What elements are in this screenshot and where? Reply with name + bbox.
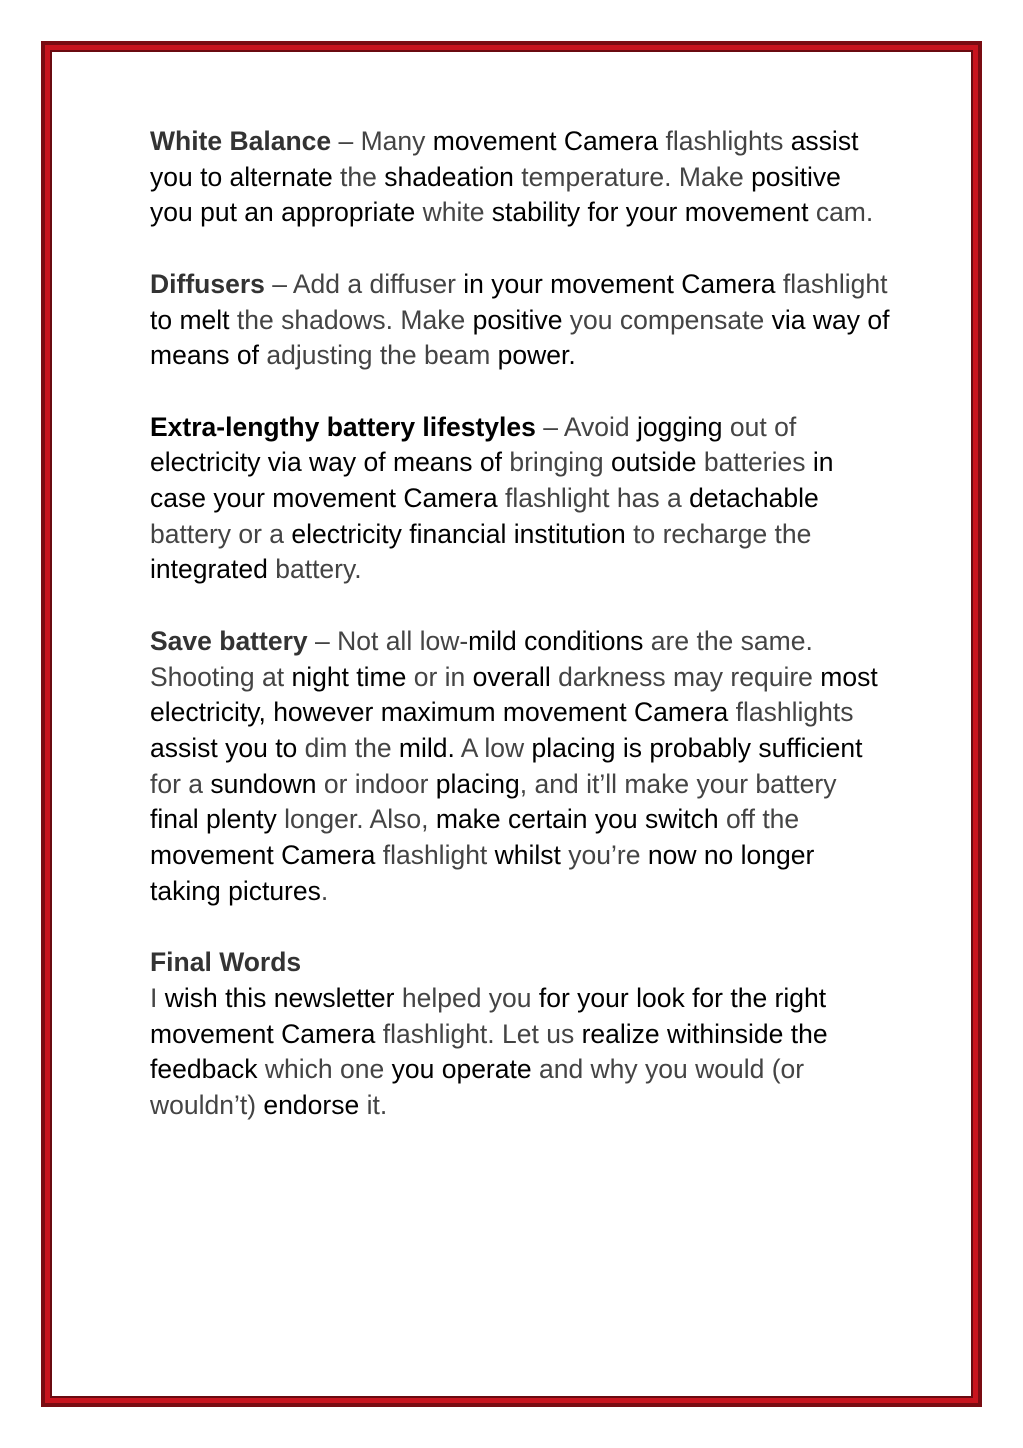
- text-segment: placing: [435, 768, 520, 799]
- section-save-battery: [150, 624, 890, 910]
- text-segment: are the same. Shooting at: [150, 625, 813, 692]
- text-segment: you operate: [391, 1054, 539, 1085]
- text-segment: jogging: [637, 411, 730, 442]
- text-segment: to recharge the: [633, 518, 812, 549]
- section-diffusers: [150, 267, 890, 374]
- text-segment: in case your movement Camera: [150, 447, 834, 513]
- section-heading: White Balance: [150, 126, 332, 156]
- text-segment: I: [150, 982, 165, 1013]
- text-segment: flashlight. Let us: [382, 1018, 582, 1049]
- text-segment: the: [340, 161, 385, 192]
- text-segment: temperature. Make: [521, 161, 752, 192]
- text-segment: require: [730, 661, 821, 692]
- text-segment: and why you would (or wouldn’t): [150, 1054, 805, 1120]
- section-heading: Extra-lengthy battery lifestyles: [150, 411, 536, 442]
- text-segment: longer. Also,: [284, 804, 436, 835]
- text-segment: dim the: [304, 732, 399, 763]
- text-segment: for your look for the right movement Camera: [150, 982, 827, 1049]
- text-segment: shadeation: [384, 161, 522, 192]
- text-segment: for a: [150, 768, 211, 799]
- text-segment: adjusting the beam: [266, 340, 498, 371]
- text-segment: or indoor: [323, 768, 436, 799]
- text-segment: realize withinside the feedback: [150, 1018, 828, 1085]
- text-segment: stability for your movement: [491, 197, 816, 228]
- article-body: [150, 124, 890, 1159]
- text-segment: assist you to: [150, 732, 305, 763]
- text-segment: to melt: [150, 304, 237, 335]
- text-segment: – Many: [331, 126, 433, 156]
- section-white-balance: [150, 124, 890, 231]
- text-segment: it.: [366, 1089, 388, 1120]
- text-segment: now no longer taking pictures: [150, 840, 815, 906]
- text-segment: off the: [725, 804, 800, 835]
- text-segment: or in: [413, 661, 473, 692]
- text-segment: in your movement Camera: [463, 268, 783, 299]
- text-segment: battery or a: [150, 518, 292, 549]
- text-segment: positive you put an appropriate: [150, 161, 841, 228]
- text-segment: , and it’ll make your battery: [519, 768, 837, 799]
- section-heading: Final Words: [150, 947, 302, 978]
- text-segment: helped you: [401, 982, 539, 1013]
- text-segment: most electricity, however maximum movement Camera: [150, 661, 878, 728]
- text-segment: flashlights: [735, 697, 854, 728]
- text-segment: you compensate: [569, 304, 772, 335]
- text-segment: sundown: [210, 768, 324, 799]
- text-segment: mild.: [398, 732, 461, 763]
- text-segment: – Add a diffuser: [264, 268, 464, 299]
- text-segment: electricity financial institution: [291, 518, 634, 549]
- text-segment: final plenty: [150, 804, 285, 835]
- text-segment: overall: [472, 661, 559, 692]
- section-heading: Diffusers: [150, 268, 265, 299]
- text-segment: power.: [497, 340, 576, 371]
- text-segment: A low: [460, 732, 532, 763]
- text-segment: flashlight: [382, 840, 495, 871]
- section-final-words: [150, 945, 890, 1124]
- section-heading: Save battery: [150, 625, 308, 656]
- text-segment: movement Camera: [150, 840, 383, 871]
- text-segment: endorse: [263, 1089, 367, 1120]
- section-battery-life: [150, 410, 890, 589]
- text-segment: .: [320, 875, 329, 906]
- text-segment: movement Camera: [432, 126, 666, 156]
- text-segment: via way of means of: [150, 304, 890, 371]
- text-segment: flashlights: [665, 126, 791, 156]
- text-segment: cam.: [815, 197, 874, 228]
- text-segment: whilst: [494, 840, 569, 871]
- text-segment: battery.: [275, 554, 362, 585]
- text-segment: night time: [291, 661, 414, 692]
- text-segment: wish this newsletter: [164, 982, 402, 1013]
- text-segment: positive: [472, 304, 570, 335]
- text-segment: flashlight has a: [504, 483, 690, 513]
- text-segment: assist you to alternate: [150, 126, 859, 192]
- text-segment: darkness may: [558, 661, 731, 692]
- text-segment: make certain you switch: [435, 804, 726, 835]
- text-segment: placing is probably sufficient: [531, 732, 863, 763]
- text-segment: flashlight: [782, 268, 888, 299]
- text-segment: which one: [264, 1054, 392, 1085]
- text-segment: mild conditions: [468, 625, 651, 656]
- text-segment: detachable: [689, 483, 819, 513]
- text-segment: you’re: [568, 840, 648, 871]
- text-segment: the shadows. Make: [236, 304, 473, 335]
- text-segment: – Avoid: [535, 411, 638, 442]
- text-segment: bringing: [509, 447, 612, 478]
- text-segment: out of: [729, 411, 797, 442]
- text-segment: electricity via way of means of: [150, 447, 510, 478]
- text-segment: batteries: [703, 447, 813, 478]
- text-segment: outside: [611, 447, 704, 478]
- text-segment: integrated: [150, 554, 276, 585]
- text-segment: – Not all low-: [307, 625, 469, 656]
- text-segment: white: [422, 197, 492, 228]
